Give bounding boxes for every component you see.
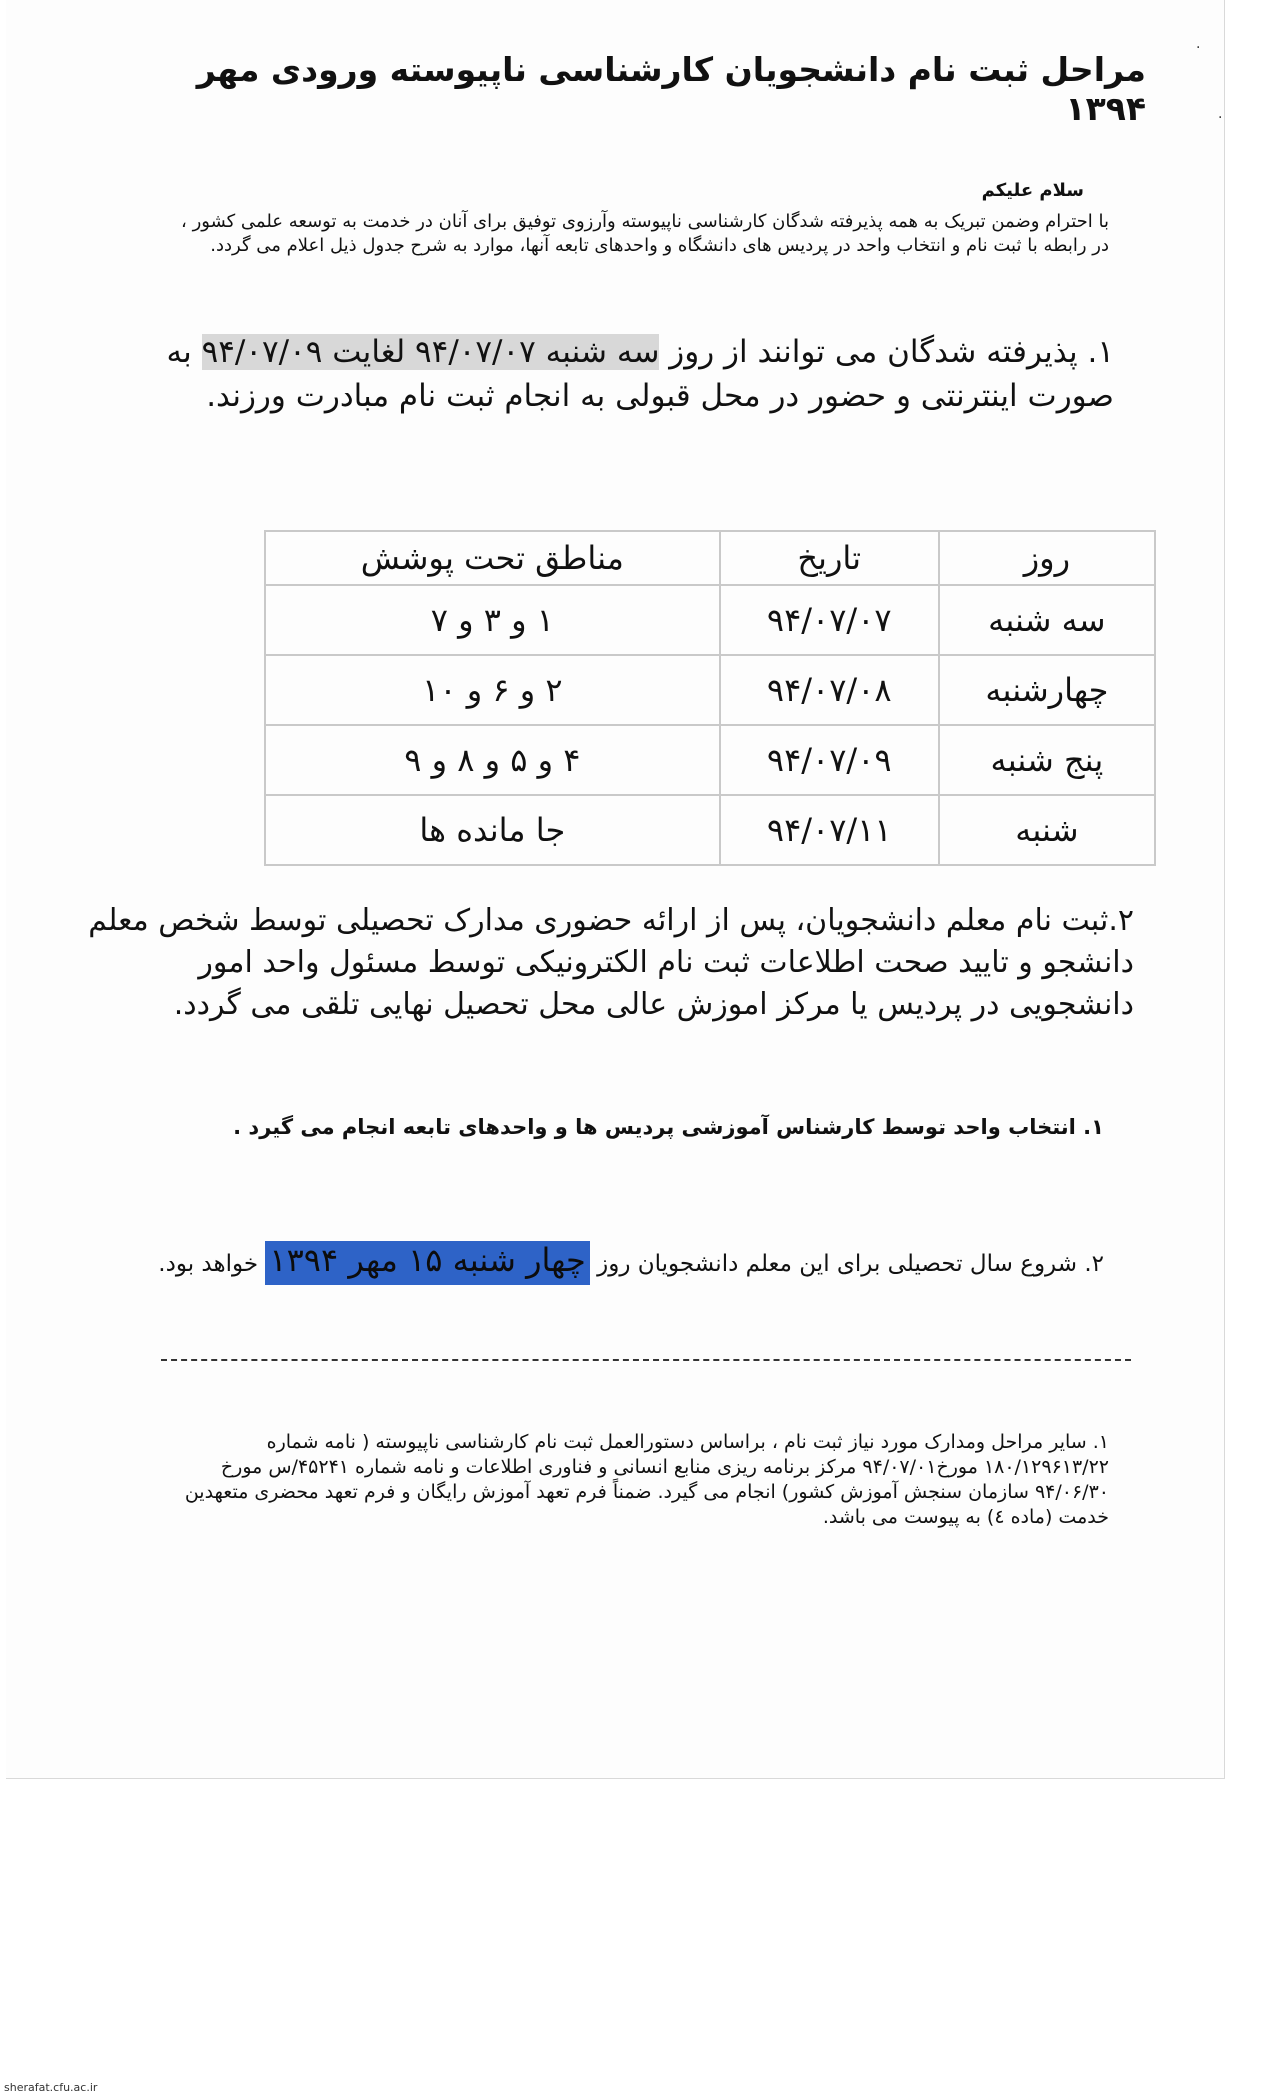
para1-highlight: سه شنبه ۹۴/۰۷/۰۷ لغایت ۹۴/۰۷/۰۹	[201, 334, 660, 370]
cell-regions: ۴ و ۵ و ۸ و ۹	[265, 725, 720, 795]
cell-date: ۹۴/۰۷/۰۸	[720, 655, 939, 725]
item2-suffix: خواهد بود.	[158, 1251, 266, 1277]
scan-speck: ·	[1218, 110, 1223, 126]
cell-day: شنبه	[939, 795, 1155, 865]
item2-prefix: ۲. شروع سال تحصیلی برای این معلم دانشجویان روز	[589, 1251, 1104, 1277]
cell-date: ۹۴/۰۷/۱۱	[720, 795, 939, 865]
scan-speck: ·	[1196, 40, 1201, 56]
registration-dates-paragraph	[114, 330, 1114, 418]
greeting: سلام علیکم	[981, 180, 1084, 201]
teacher-registration-paragraph: ۲.ثبت نام معلم دانشجویان، پس از ارائه حضوری مدارک تحصیلی توسط شخص معلم دانشجو و تایید صحت اطلاعات ثبت نام الکترونیکی توسط مسئول واحد امور دانشجویی در پردیس یا مرکز اموزش عالی محل تحصیل نهایی تلقی می گردد.	[88, 903, 1134, 1022]
cell-day: سه شنبه	[939, 585, 1155, 655]
item2-highlight: چهار شنبه ۱۵ مهر ۱۳۹۴	[265, 1241, 589, 1279]
cell-regions: جا مانده ها	[265, 795, 720, 865]
cell-date: ۹۴/۰۷/۰۹	[720, 725, 939, 795]
course-selection-item: ۱. انتخاب واحد توسط کارشناس آموزشی پردیس ها و واحدهای تابعه انجام می گیرد .	[233, 1115, 1104, 1139]
header-date: تاریخ	[720, 531, 939, 585]
footnote: ۱. سایر مراحل ومدارک مورد نیاز ثبت نام ، براساس دستورالعمل ثبت نام کارشناسی ناپیوسته ( نامه شماره ۱۸۰/۱۲۹۶۱۳/۲۲ مورخ۹۴/۰۷/۰۱ مرکز برنامه ریزی منابع انسانی و فناوری اطلاعات و نامه شماره ۴۵۲۴۱/س مورخ ۹۴/۰۶/۳۰ سازمان سنجش آموزش کشور) انجام می گیرد. ضمناً فرم تعهد آموزش رایگان و فرم تعهد محضری متعهدین خدمت (ماده ٤) به پیوست می باشد.	[184, 1431, 1109, 1528]
table-row	[265, 725, 1155, 795]
header-day: روز	[939, 531, 1155, 585]
header-regions: مناطق تحت پوشش	[265, 531, 720, 585]
cell-date: ۹۴/۰۷/۰۷	[720, 585, 939, 655]
document-title: مراحل ثبت نام دانشجویان کارشناسی ناپیوسته ورودی مهر ۱۳۹۴	[196, 50, 1146, 128]
scanned-page	[6, 0, 1225, 1779]
table-row	[265, 585, 1155, 655]
academic-year-start-item	[104, 1238, 1104, 1286]
cell-day: پنج شنبه	[939, 725, 1155, 795]
schedule-table	[264, 530, 1156, 866]
table-row	[265, 655, 1155, 725]
table-row	[265, 795, 1155, 865]
site-watermark: sherafat.cfu.ac.ir	[4, 2081, 98, 2094]
table-header-row	[265, 531, 1155, 585]
cell-day: چهارشنبه	[939, 655, 1155, 725]
para1-prefix: ۱. پذیرفته شدگان می توانند از روز	[659, 334, 1114, 370]
cell-regions: ۲ و ۶ و ۱۰	[265, 655, 720, 725]
para1-suffix: به صورت اینترنتی و حضور در محل قبولی به انجام ثبت نام مبادرت ورزند.	[166, 334, 1114, 414]
cell-regions: ۱ و ۳ و ۷	[265, 585, 720, 655]
intro-paragraph: با احترام وضمن تبریک به همه پذیرفته شدگان کارشناسی ناپیوسته وآرزوی توفیق برای آنان در خدمت به توسعه علمی کشور ، در رابطه با ثبت نام و انتخاب واحد در پردیس های دانشگاه و واحدهای تابعه آنها، موارد به شرح جدول ذیل اعلام می گردد.	[181, 211, 1109, 256]
dashed-divider	[161, 1359, 1131, 1361]
